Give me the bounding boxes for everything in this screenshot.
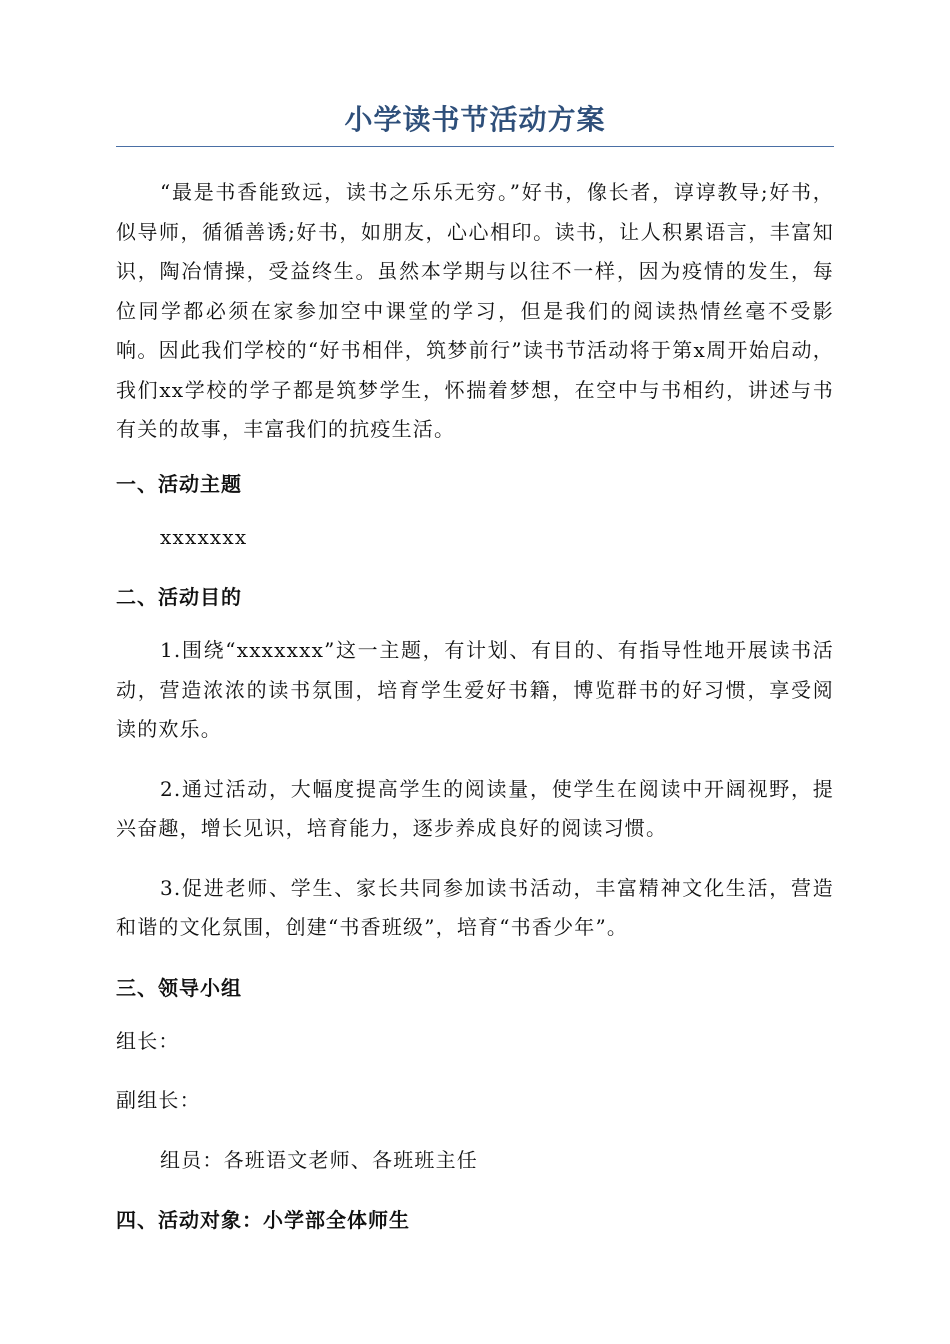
vice-group-leader: 副组长： xyxy=(116,1088,201,1112)
purpose-item-1: 1.围绕“xxxxxxx”这一主题，有计划、有目的、有指导性地开展读书活动，营造浓浓的读书氛围，培育学生爱好书籍，博览群书的好习惯，享受阅读的欢乐。 xyxy=(116,638,834,741)
group-members: 组员：各班语文老师、各班班主任 xyxy=(160,1147,478,1172)
section-heading-audience: 四、活动对象：小学部全体师生 xyxy=(116,1208,410,1232)
purpose-item-3: 3.促进老师、学生、家长共同参加读书活动，丰富精神文化生活，营造和谐的文化氛围，创建“书香班级”，培育“书香少年”。 xyxy=(116,875,834,939)
intro-paragraph: “最是书香能致远，读书之乐乐无穷。”好书，像长者，谆谆教导;好书，似导师，循循善诱;好书，如朋友，心心相印。读书，让人积累语言，丰富知识，陶冶情操，受益终生。虽然本学期与以往不一样，因为疫情的发生，每位同学都必须在家参加空中课堂的学习，但是我们的阅读热情丝毫不受影响。因此我们学校的“好书相伴，筑梦前行”读书节活动将于第x周开始启动，我们xx学校的学子都是筑梦学生，怀揣着梦想，在空中与书相约，讲述与书有关的故事，丰富我们的抗疫生活。 xyxy=(116,180,834,441)
section-heading-leadership: 三、领导小组 xyxy=(116,975,242,1000)
theme-text: xxxxxxx xyxy=(160,524,248,549)
document-page xyxy=(116,100,834,1240)
purpose-item-2: 2.通过活动，大幅度提高学生的阅读量，使学生在阅读中开阔视野，提兴奋趣，增长见识，培育能力，逐步养成良好的阅读习惯。 xyxy=(116,776,834,840)
section-heading-theme: 一、活动主题 xyxy=(116,471,242,496)
document-title: 小学读书节活动方案 xyxy=(116,100,834,147)
section-heading-purpose: 二、活动目的 xyxy=(116,585,242,609)
group-leader: 组长： xyxy=(116,1028,180,1053)
